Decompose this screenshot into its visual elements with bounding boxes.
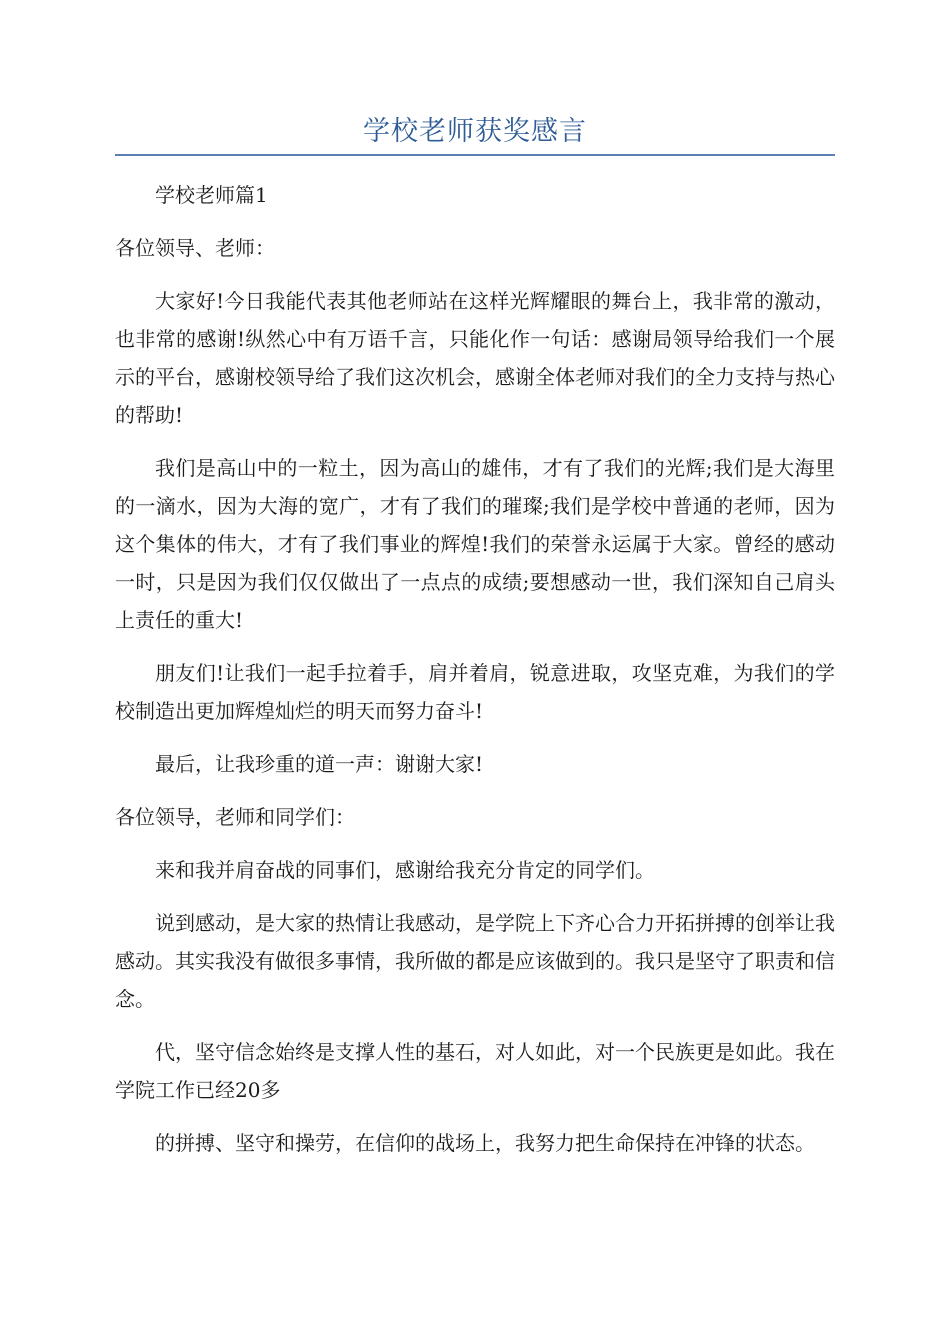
paragraph: 来和我并肩奋战的同事们，感谢给我充分肯定的同学们。 (155, 858, 655, 882)
section-heading: 学校老师篇1 (155, 183, 268, 207)
salutation: 各位领导、老师： (115, 236, 275, 260)
paragraph: 大家好!今日我能代表其他老师站在这样光辉耀眼的舞台上，我非常的激动，也非常的感谢!纵然心中有万语千言，只能化作一句话：感谢局领导给我们一个展示的平台，感谢校领导给了我们这次机会，感谢全体老师对我们的全力支持与热心的帮助! (115, 289, 835, 427)
paragraph: 代，坚守信念始终是支撑人性的基石，对人如此，对一个民族更是如此。我在学院工作已经20多 (115, 1040, 835, 1102)
paragraph: 的拼搏、坚守和操劳，在信仰的战场上，我努力把生命保持在冲锋的状态。 (155, 1131, 815, 1155)
document-title: 学校老师获奖感言 (363, 116, 587, 147)
title-underline (115, 154, 835, 156)
document-body (115, 176, 835, 1177)
paragraph: 说到感动，是大家的热情让我感动，是学院上下齐心合力开拓拼搏的创举让我感动。其实我没有做很多事情，我所做的都是应该做到的。我只是坚守了职责和信念。 (115, 911, 835, 1011)
paragraph: 最后，让我珍重的道一声：谢谢大家! (155, 752, 484, 776)
paragraph: 我们是高山中的一粒土，因为高山的雄伟，才有了我们的光辉;我们是大海里的一滴水，因为大海的宽广，才有了我们的璀璨;我们是学校中普通的老师，因为这个集体的伟大，才有了我们事业的辉煌!我们的荣誉永运属于大家。曾经的感动一时，只是因为我们仅仅做出了一点点的成绩;要想感动一世，我们深知自己肩头上责任的重大! (115, 456, 835, 632)
salutation: 各位领导，老师和同学们： (115, 805, 355, 829)
paragraph: 朋友们!让我们一起手拉着手，肩并着肩，锐意进取，攻坚克难，为我们的学校制造出更加辉煌灿烂的明天而努力奋斗! (115, 661, 835, 723)
